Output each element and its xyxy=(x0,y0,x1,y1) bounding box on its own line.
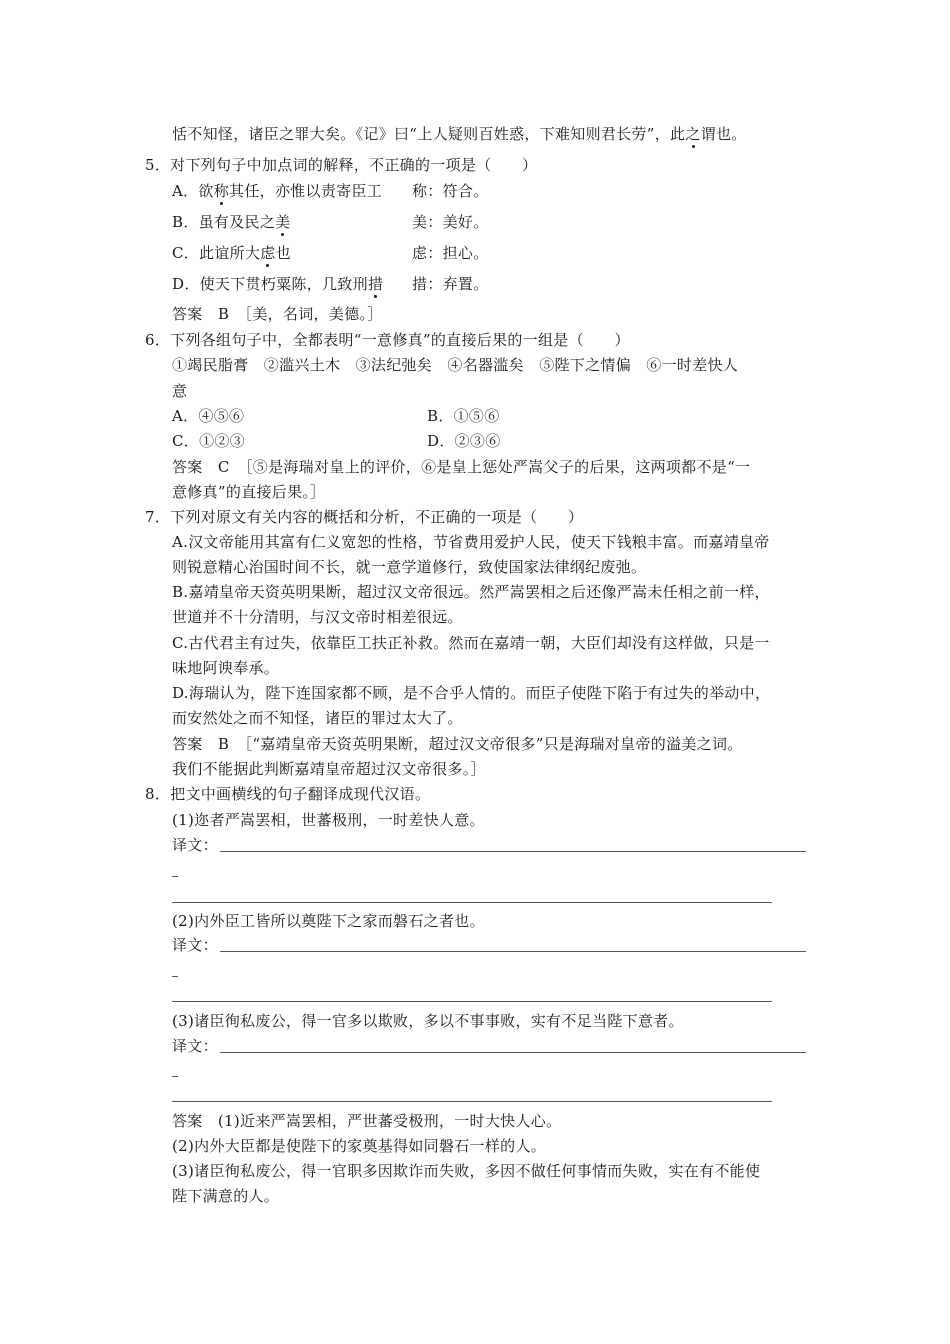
q8-sentence-3: (3)诸臣徇私废公，得一官多以欺败，多以不事事败，实有不足当陛下意者。 xyxy=(172,1012,684,1030)
passage-text: 恬不知怪，诸臣之罪大矣。《记》曰“上人疑则百姓惑，下难知则君长劳”，此 xyxy=(172,125,686,143)
q5-option-b xyxy=(172,212,290,232)
q8-answer: 答案 (1)近来严嵩罢相，严世蕃受极刑，一时大快人心。 xyxy=(172,1112,562,1130)
q7-option-b: 世道并不十分清明，与汉文帝时相差很远。 xyxy=(172,608,463,626)
dotted-char: 措 xyxy=(367,275,384,293)
q5-gloss-d: 措：弃置。 xyxy=(412,275,489,293)
passage-line xyxy=(172,124,747,144)
question-6-stem: 6．下列各组句子中，全都表明“一意修真”的直接后果的一组是（ ） xyxy=(145,331,630,349)
q6-choice-a: A．④⑤⑥ xyxy=(172,407,245,425)
option-text: 其任，亦惟以责寄臣工 xyxy=(229,182,383,200)
q7-answer: 我们不能据此判断嘉靖皇帝超过汉文帝很多。］ xyxy=(172,760,486,778)
q7-option-d: D.海瑞认为，陛下连国家都不顾，是不合乎人情的。而臣子使陛下陷于有过失的举动中， xyxy=(172,684,771,702)
q5-option-c xyxy=(172,243,291,263)
answer-line[interactable] xyxy=(220,951,806,952)
dotted-char: 之 xyxy=(685,125,701,143)
option-text: A．欲 xyxy=(172,182,214,200)
answer-line-stub xyxy=(172,1076,178,1077)
q5-option-d xyxy=(172,274,383,294)
q5-gloss-c: 虑：担心。 xyxy=(412,244,489,262)
dotted-char: 称 xyxy=(213,182,230,200)
q8-answer: 陛下满意的人。 xyxy=(172,1187,280,1205)
dotted-char: 美 xyxy=(275,213,291,231)
answer-line[interactable] xyxy=(172,902,772,903)
q8-answer: (3)诸臣徇私废公，得一官职多因欺诈而失败，多因不做任何事情而失败，实在有不能使 xyxy=(172,1162,761,1180)
dotted-char: 虑 xyxy=(260,244,276,262)
q8-sentence-2: (2)内外臣工皆所以奠陛下之家而磐石之者也。 xyxy=(172,912,485,930)
translation-label: 译文： xyxy=(172,936,218,954)
answer-line[interactable] xyxy=(172,1101,772,1102)
translation-label: 译文： xyxy=(172,1037,218,1055)
q5-answer: 答案 B ［美，名词，美德。］ xyxy=(172,305,383,323)
answer-line-stub xyxy=(172,976,178,977)
answer-line[interactable] xyxy=(220,851,806,852)
q6-choice-b: B．①⑤⑥ xyxy=(427,407,500,425)
q6-choice-d: D．②③⑥ xyxy=(427,432,501,450)
question-5-stem: 5．对下列句子中加点词的解释，不正确的一项是（ ） xyxy=(145,156,538,174)
q6-items-line: 意 xyxy=(172,382,188,400)
option-text: C．此谊所大 xyxy=(172,244,261,262)
q5-gloss-b: 美：美好。 xyxy=(412,213,489,231)
passage-text: 谓也。 xyxy=(700,125,747,143)
q5-option-a xyxy=(172,181,382,201)
q6-answer: 意修真”的直接后果。］ xyxy=(172,483,326,501)
q7-option-c: 味地阿谀奉承。 xyxy=(172,659,280,677)
answer-line-stub xyxy=(172,876,178,877)
question-8-stem: 8．把文中画横线的句子翻译成现代汉语。 xyxy=(145,785,431,803)
q7-option-d: 而安然处之而不知怪，诸臣的罪过太大了。 xyxy=(172,709,463,727)
q6-answer: 答案 C ［⑤是海瑞对皇上的评价，⑥是皇上惩处严嵩父子的后果，这两项都不是“一 xyxy=(172,458,751,476)
q7-option-b: B.嘉靖皇帝天资英明果断，超过汉文帝很远。然严嵩罢相之后还像严嵩未任相之前一样， xyxy=(172,583,770,601)
answer-line[interactable] xyxy=(220,1052,806,1053)
q7-option-c: C.古代君主有过失，依靠臣工扶正补救。然而在嘉靖一朝，大臣们却没有这样做，只是一 xyxy=(172,634,770,652)
q8-sentence-1: (1)迩者严嵩罢相，世蕃极刑，一时差快人意。 xyxy=(172,811,485,829)
answer-line[interactable] xyxy=(172,1001,772,1002)
translation-label: 译文： xyxy=(172,836,218,854)
option-text: B．虽有及民之 xyxy=(172,213,276,231)
q8-answer: (2)内外大臣都是使陛下的家奠基得如同磐石一样的人。 xyxy=(172,1137,547,1155)
q7-answer: 答案 B ［“嘉靖皇帝天资英明果断，超过汉文帝很多”只是海瑞对皇帝的溢美之词。 xyxy=(172,735,743,753)
q5-gloss-a: 称：符合。 xyxy=(412,182,489,200)
option-text: 也 xyxy=(275,244,291,262)
question-7-stem: 7．下列对原文有关内容的概括和分析，不正确的一项是（ ） xyxy=(145,508,584,526)
q6-choice-c: C．①②③ xyxy=(172,432,245,450)
q7-option-a: 则锐意精心治国时间不长，就一意学道修行，致使国家法律纲纪废弛。 xyxy=(172,558,647,576)
q6-items-line: ①竭民脂膏 ②滥兴土木 ③法纪弛矣 ④名器滥矣 ⑤陛下之情偏 ⑥一时差快人 xyxy=(172,356,739,374)
q7-option-a: A.汉文帝能用其富有仁义宽恕的性格，节省费用爱护人民，使天下钱粮丰富。而嘉靖皇帝 xyxy=(172,533,770,551)
option-text: D．使天下贯朽粟陈，几致刑 xyxy=(172,275,368,293)
